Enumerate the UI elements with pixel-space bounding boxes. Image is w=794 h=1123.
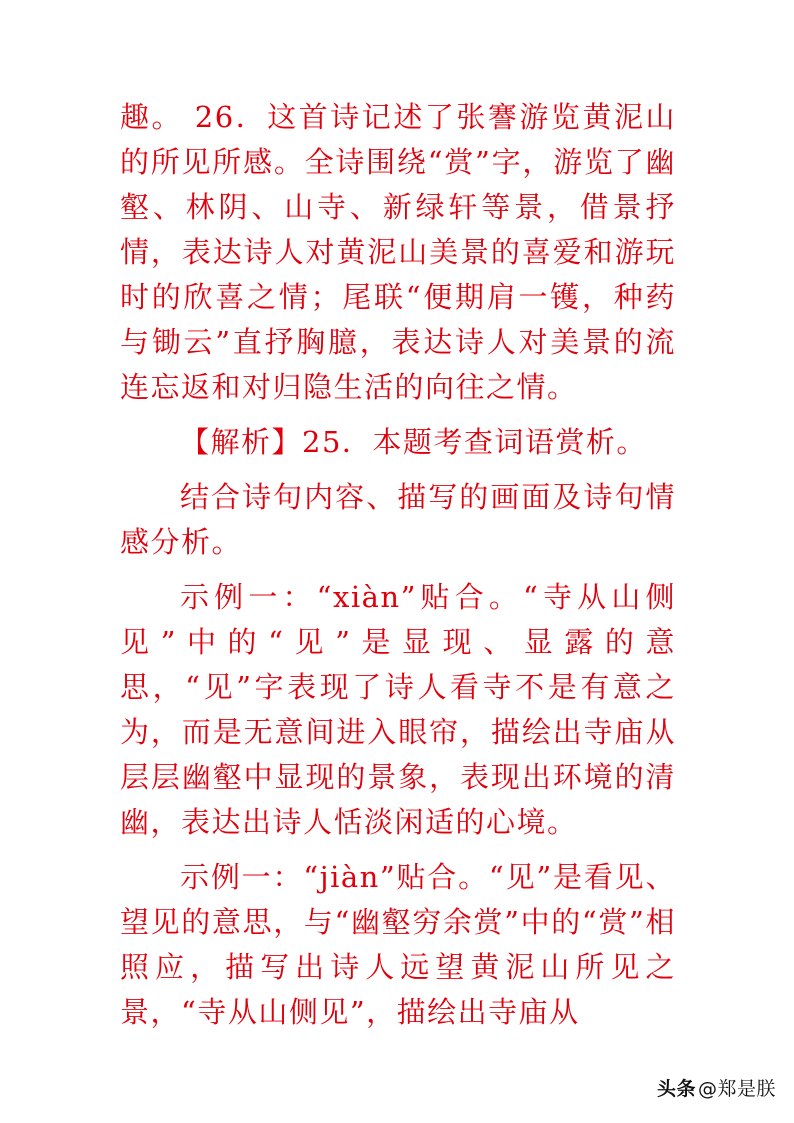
watermark: [657, 1074, 776, 1101]
example-one-jian-paragraph: 示例一：“jiàn”贴合。“见”是看见、望见的意思，与“幽壑穷余赏”中的“赏”相照应，描写出诗人远望黄泥山所见之景，“寺从山侧见”，描绘出寺庙从: [120, 860, 676, 1029]
analysis-heading: 【解析】25．本题考查词语赏析。: [180, 425, 647, 459]
analysis-paragraph: 结合诗句内容、描写的画面及诗句情感分析。: [120, 480, 676, 559]
watermark-author: @郑是朕: [697, 1078, 776, 1100]
example-one-xian-paragraph: 示例一：“xiàn”贴合。“寺从山侧见”中的“见”是显现、显露的意思，“见”字表现了诗人看寺不是有意之为，而是无意间进入眼帘，描绘出寺庙从层层幽壑中显现的景象，表现出环境的清幽，表达出诗人恬淡闲适的心境。: [120, 580, 676, 839]
document-body: [120, 95, 676, 1035]
watermark-app-name: 头条: [656, 1078, 696, 1100]
answer-paragraph-26: 趣。 26．这首诗记述了张謇游览黄泥山的所见所感。全诗围绕“赏”字，游览了幽壑、林阴、山寺、新绿轩等景，借景抒情，表达诗人对黄泥山美景的喜爱和游玩时的欣喜之情；尾联“便期肩一镬，种药与锄云”直抒胸臆，表达诗人对美景的流连忘返和对归隐生活的向往之情。: [120, 100, 676, 404]
